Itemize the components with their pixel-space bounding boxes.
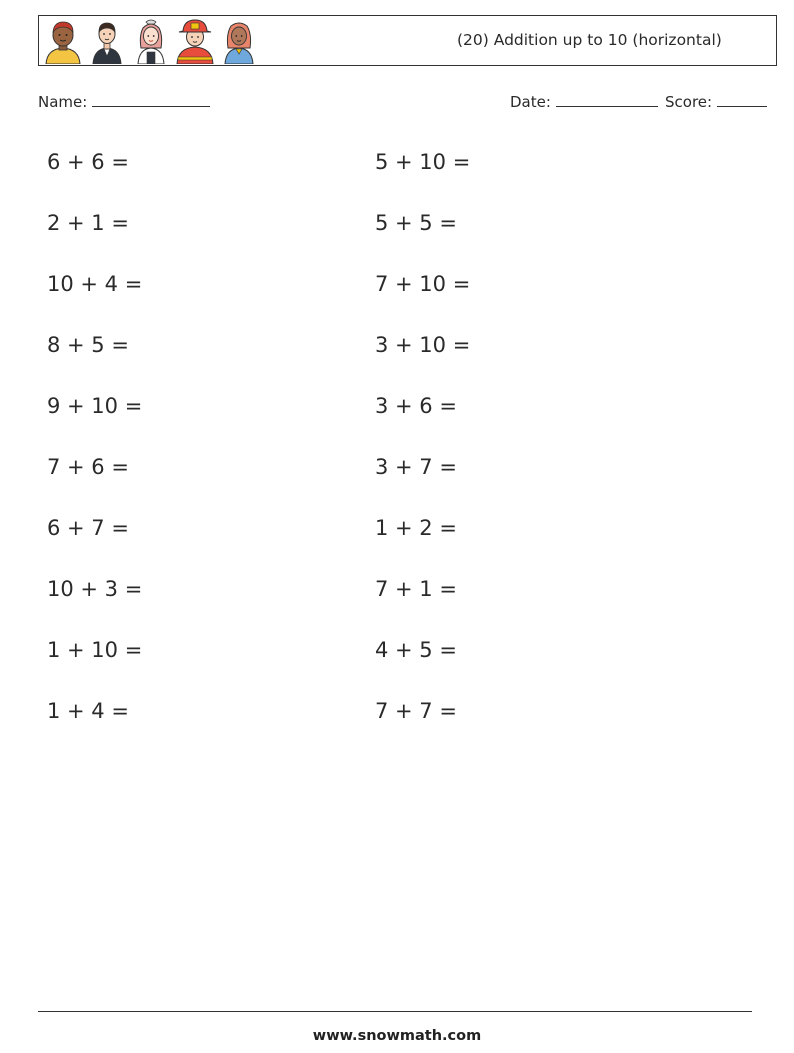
problem-item: 9 + 10 = (47, 394, 143, 418)
problem-item: 10 + 3 = (47, 577, 143, 601)
girl-avatar-icon (131, 18, 171, 64)
firefighter-avatar-icon (175, 18, 215, 64)
problem-item: 5 + 10 = (375, 150, 471, 174)
date-label: Date: (510, 93, 551, 111)
problem-item: 4 + 5 = (375, 638, 457, 662)
score-field (665, 92, 767, 111)
footer-website[interactable]: www.snowmath.com (312, 1028, 482, 1044)
name-field (38, 92, 210, 111)
problem-item: 5 + 5 = (375, 211, 457, 235)
problem-item: 7 + 6 = (47, 455, 129, 479)
woman-avatar-icon (219, 18, 259, 64)
problem-item: 1 + 10 = (47, 638, 143, 662)
problem-item: 7 + 10 = (375, 272, 471, 296)
problem-item: 3 + 6 = (375, 394, 457, 418)
problem-item: 6 + 7 = (47, 516, 129, 540)
problem-item: 6 + 6 = (47, 150, 129, 174)
footer-divider (38, 1011, 752, 1012)
name-label: Name: (38, 93, 88, 111)
problem-item: 1 + 4 = (47, 699, 129, 723)
date-blank-line[interactable] (556, 92, 658, 107)
problem-item: 7 + 7 = (375, 699, 457, 723)
worksheet-header (38, 15, 777, 66)
problem-item: 7 + 1 = (375, 577, 457, 601)
problem-item: 3 + 10 = (375, 333, 471, 357)
problem-item: 8 + 5 = (47, 333, 129, 357)
problem-item: 2 + 1 = (47, 211, 129, 235)
avatar-strip (43, 18, 263, 64)
score-blank-line[interactable] (717, 92, 767, 107)
boy-avatar-icon (43, 18, 83, 64)
date-field (510, 92, 658, 111)
problem-item: 1 + 2 = (375, 516, 457, 540)
worksheet-title: (20) Addition up to 10 (horizontal) (457, 31, 722, 49)
man-avatar-icon (87, 18, 127, 64)
name-blank-line[interactable] (92, 92, 210, 107)
score-label: Score: (665, 93, 713, 111)
problem-item: 10 + 4 = (47, 272, 143, 296)
problem-item: 3 + 7 = (375, 455, 457, 479)
